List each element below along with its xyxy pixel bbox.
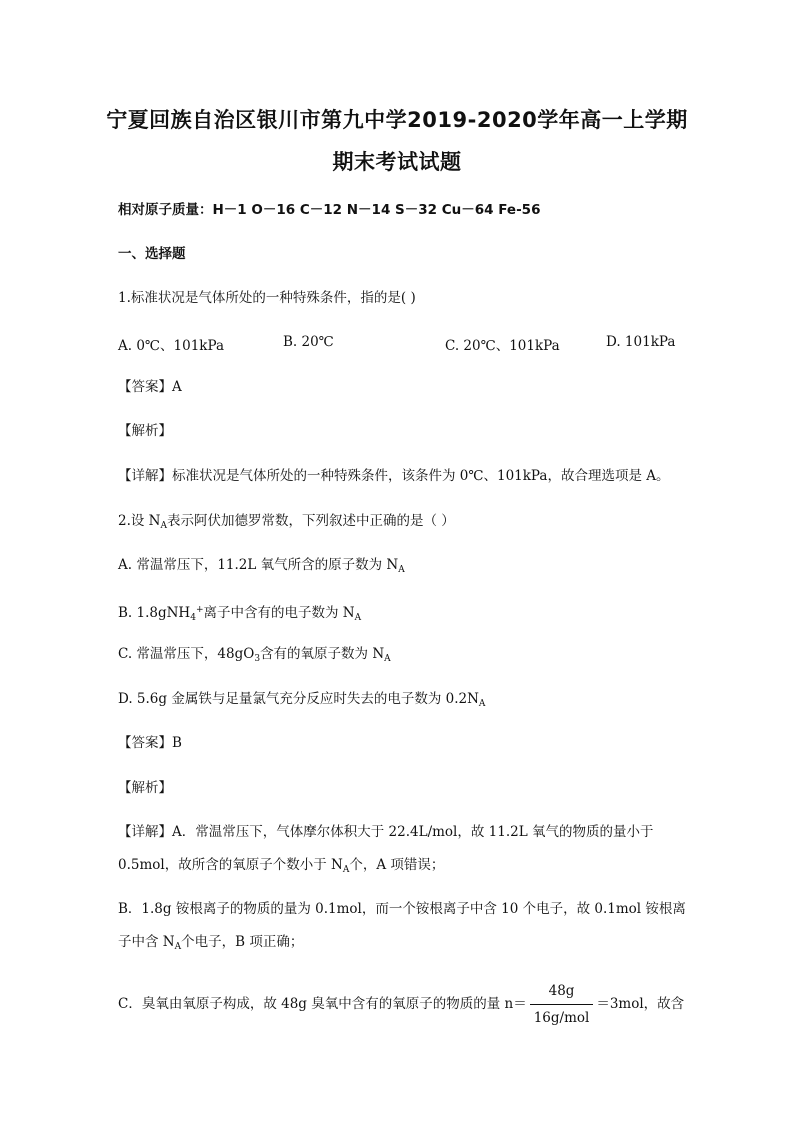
fraction [530, 980, 594, 1029]
q1-answer: 【答案】A [118, 379, 182, 395]
q1-option-d: D. 101kPa [606, 334, 676, 350]
q1-stem: 1.标准状况是气体所处的一种特殊条件，指的是( ) [118, 290, 416, 306]
q1-detail: 【详解】标准状况是气体所处的一种特殊条件，该条件为 0℃、101kPa，故合理选项是 A。 [118, 468, 670, 484]
q2-detail-a-line1: 【详解】A．常温常压下，气体摩尔体积大于 22.4L/mol，故 11.2L 氧气的物质的量小于 [118, 824, 654, 840]
q2-detail-b-line2: 子中含 $N_A$个电子，B 项正确； [118, 934, 304, 952]
fraction-denominator: 16g/mol [533, 1010, 590, 1026]
q2-detail-a-line2: 0.5mol，故所含的氧原子个数小于 $N_A$个，A 项错误； [118, 857, 445, 875]
q1-option-c: C. 20℃、101kPa [445, 338, 560, 354]
q2-analysis-label: 【解析】 [118, 780, 172, 796]
q2-detail-c-line1: C．臭氧由氧原子构成，故 48g 臭氧中含有的氧原子的物质的量 n＝ $\frac{48g}{\text{16g/mol}}$ ＝3mol，故含 [118, 980, 684, 1029]
q2-option-a: A. 常温常压下，11.2L 氧气所含的原子数为 $N_A$ [118, 557, 405, 575]
q2-option-d: D. 5.6g 金属铁与足量氯气充分反应时失去的电子数为 $0.2N_A$ [118, 691, 486, 709]
q2-option-b: B. 1.8gNH$_4$+离子中含有的电子数为 $N_A$ [118, 605, 362, 623]
q1-option-b: B. 20℃ [283, 334, 334, 350]
section-heading: 一、选择题 [118, 246, 186, 262]
atomic-mass-line: 相对原子质量：H－1 O－16 C－12 N－14 S－32 Cu－64 Fe-56 [118, 202, 541, 218]
q2-answer: 【答案】B [118, 735, 182, 751]
q1-analysis-label: 【解析】 [118, 423, 172, 439]
q2-option-c: C. 常温常压下，$48gO_3$含有的氧原子数为 $N_A$ [118, 646, 391, 664]
fraction-numerator: 48g [530, 980, 594, 1005]
q1-option-a: A. 0℃、101kPa [118, 338, 224, 354]
q2-detail-b-line1: B．1.8g 铵根离子的物质的量为 0.1mol，而一个铵根离子中含 10 个电子，故 0.1mol 铵根离 [118, 901, 686, 917]
title-line-2: 期末考试试题 [332, 150, 462, 174]
q2-stem: 2.设 $N_A$表示阿伏加德罗常数，下列叙述中正确的是（ ） [118, 513, 455, 531]
title-line-1: 宁夏回族自治区银川市第九中学2019-2020学年高一上学期 [106, 108, 688, 132]
